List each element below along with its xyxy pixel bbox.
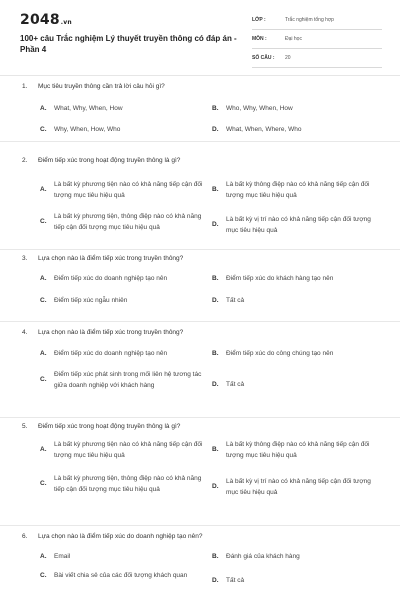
option-letter: B. bbox=[212, 275, 219, 282]
meta-row-class bbox=[252, 14, 382, 30]
option-text: Điểm tiếp xúc do khách hàng tạo nên bbox=[226, 275, 334, 282]
question-number: 2. bbox=[22, 157, 28, 164]
question-number: 4. bbox=[22, 329, 28, 336]
option-letter: C. bbox=[40, 126, 47, 133]
option-letter: D. bbox=[212, 381, 219, 388]
meta-value: 20 bbox=[285, 55, 291, 61]
option-text: Email bbox=[54, 553, 71, 560]
option-letter: B. bbox=[212, 446, 219, 454]
option-a[interactable] bbox=[40, 440, 205, 461]
option-text: Tất cả bbox=[226, 381, 245, 388]
option-text: Là bất kỳ vị trí nào có khả năng tiếp cận đối tượng mục tiêu hiệu quả bbox=[226, 478, 371, 496]
option-letter: B. bbox=[212, 105, 219, 112]
meta-label: MÔN : bbox=[252, 36, 267, 42]
option-letter: D. bbox=[212, 297, 219, 304]
meta-label: LỚP : bbox=[252, 17, 266, 23]
option-text: Bài viết chia sẻ của các đối tượng khách quan bbox=[54, 572, 188, 579]
option-text: Tất cả bbox=[226, 297, 245, 304]
option-letter: D. bbox=[212, 483, 219, 491]
option-text: Điểm tiếp xúc ngẫu nhiên bbox=[54, 297, 128, 304]
option-letter: C. bbox=[40, 572, 47, 579]
page-title: 100+ câu Trắc nghiệm Lý thuyết truyền thông có đáp án - Phần 4 bbox=[20, 34, 237, 54]
option-text: Why, When, How, Who bbox=[54, 126, 121, 133]
option-a[interactable] bbox=[40, 104, 200, 115]
option-letter: C. bbox=[40, 480, 47, 488]
option-c[interactable] bbox=[40, 125, 200, 136]
meta-value: Đại học bbox=[285, 36, 302, 42]
question-text bbox=[22, 156, 180, 165]
option-text: Điểm tiếp xúc do công chúng tạo nên bbox=[226, 350, 334, 357]
option-text: Là bất kỳ thông điệp nào có khả năng tiếp cận đối tượng mục tiêu hiệu quả bbox=[226, 181, 370, 199]
logo-suffix: .vn bbox=[60, 19, 72, 26]
page-header bbox=[0, 0, 400, 74]
option-text: Điểm tiếp xúc do doanh nghiệp tạo nên bbox=[54, 350, 168, 357]
question-text bbox=[22, 254, 183, 263]
question-label: Mục tiêu truyền thông cần trả lời câu hỏi gì? bbox=[38, 83, 165, 90]
question-number: 3. bbox=[22, 255, 28, 262]
option-text: Điểm tiếp xúc phát sinh trong mối liên hệ tương tác giữa doanh nghiệp với khách hàng bbox=[54, 371, 202, 389]
option-text: Điểm tiếp xúc do doanh nghiệp tạo nên bbox=[54, 275, 168, 282]
option-text: Tất cả bbox=[226, 577, 245, 584]
question-2 bbox=[0, 142, 400, 250]
option-letter: B. bbox=[212, 553, 219, 560]
option-c[interactable] bbox=[40, 474, 205, 495]
option-letter: D. bbox=[212, 577, 219, 584]
question-label: Điểm tiếp xúc trong hoạt động truyền thông là gì? bbox=[38, 157, 181, 164]
option-c[interactable] bbox=[40, 370, 205, 391]
option-text: Là bất kỳ phương tiện nào có khả năng tiếp cận đối tượng mục tiêu hiệu quả bbox=[54, 441, 203, 459]
option-letter: C. bbox=[40, 376, 47, 384]
option-letter: A. bbox=[40, 553, 47, 560]
option-c[interactable] bbox=[40, 296, 205, 307]
question-text bbox=[22, 328, 183, 337]
option-letter: C. bbox=[40, 218, 47, 226]
meta-info bbox=[252, 14, 382, 71]
question-5 bbox=[0, 418, 400, 526]
meta-row-subject bbox=[252, 33, 382, 49]
option-letter: A. bbox=[40, 275, 47, 282]
question-text bbox=[22, 532, 202, 541]
question-number: 5. bbox=[22, 423, 28, 430]
option-d[interactable] bbox=[212, 576, 382, 587]
option-text: Là bất kỳ thông điệp nào có khả năng tiếp cận đối tượng mục tiêu hiệu quả bbox=[226, 441, 370, 459]
option-letter: C. bbox=[40, 297, 47, 304]
question-label: Lựa chọn nào là điểm tiếp xúc trong truyền thông? bbox=[38, 329, 184, 336]
option-text: What, Why, When, How bbox=[54, 105, 123, 112]
option-text: Là bất kỳ phương tiện nào có khả năng tiếp cận đối tượng mục tiêu hiệu quả bbox=[54, 181, 203, 199]
option-b[interactable] bbox=[212, 104, 382, 115]
option-c[interactable] bbox=[40, 571, 205, 582]
option-d[interactable] bbox=[212, 380, 382, 391]
option-a[interactable] bbox=[40, 349, 205, 360]
option-letter: A. bbox=[40, 446, 47, 454]
question-text bbox=[22, 422, 180, 431]
option-text: What, When, Where, Who bbox=[226, 126, 302, 133]
option-text: Là bất kỳ phương tiện, thông điệp nào có khả năng tiếp cận đối tượng mục tiêu hiệu quả bbox=[54, 213, 202, 231]
option-d[interactable] bbox=[212, 477, 382, 498]
option-b[interactable] bbox=[212, 180, 382, 201]
question-number: 6. bbox=[22, 533, 28, 540]
question-list bbox=[0, 78, 400, 596]
option-letter: B. bbox=[212, 350, 219, 357]
option-letter: A. bbox=[40, 105, 47, 112]
meta-label: SỐ CÂU : bbox=[252, 55, 275, 61]
question-3 bbox=[0, 250, 400, 322]
question-label: Lựa chọn nào là điểm tiếp xúc do doanh nghiệp tạo nên? bbox=[38, 533, 203, 540]
option-letter: B. bbox=[212, 186, 219, 194]
option-d[interactable] bbox=[212, 215, 382, 236]
question-4 bbox=[0, 322, 400, 418]
question-6 bbox=[0, 526, 400, 596]
option-a[interactable] bbox=[40, 274, 205, 285]
option-text: Là bất kỳ phương tiện, thông điệp nào có khả năng tiếp cận đối tượng mục tiêu hiệu quả bbox=[54, 475, 202, 493]
question-number: 1. bbox=[22, 83, 28, 90]
option-a[interactable] bbox=[40, 180, 205, 201]
option-d[interactable] bbox=[212, 125, 382, 136]
site-logo[interactable] bbox=[20, 12, 72, 28]
option-b[interactable] bbox=[212, 274, 382, 285]
option-a[interactable] bbox=[40, 552, 205, 563]
option-letter: D. bbox=[212, 126, 219, 133]
option-text: Là bất kỳ vị trí nào có khả năng tiếp cận đối tượng mục tiêu hiệu quả bbox=[226, 216, 371, 234]
option-b[interactable] bbox=[212, 440, 382, 461]
question-1 bbox=[0, 78, 400, 142]
option-c[interactable] bbox=[40, 212, 205, 233]
option-text: Đánh giá của khách hàng bbox=[226, 553, 300, 560]
option-b[interactable] bbox=[212, 349, 382, 360]
meta-value: Trắc nghiệm tổng hợp bbox=[285, 17, 334, 23]
option-letter: A. bbox=[40, 350, 47, 357]
option-b[interactable] bbox=[212, 552, 382, 563]
logo-text: 2048 bbox=[20, 12, 60, 28]
question-label: Điểm tiếp xúc trong hoạt động truyền thông là gì? bbox=[38, 423, 181, 430]
option-letter: A. bbox=[40, 186, 47, 194]
option-letter: D. bbox=[212, 221, 219, 229]
header-divider bbox=[0, 75, 400, 76]
meta-row-count bbox=[252, 52, 382, 68]
question-label: Lựa chọn nào là điểm tiếp xúc trong truyền thông? bbox=[38, 255, 184, 262]
option-text: Who, Why, When, How bbox=[226, 105, 293, 112]
question-text bbox=[22, 82, 165, 91]
option-d[interactable] bbox=[212, 296, 382, 307]
